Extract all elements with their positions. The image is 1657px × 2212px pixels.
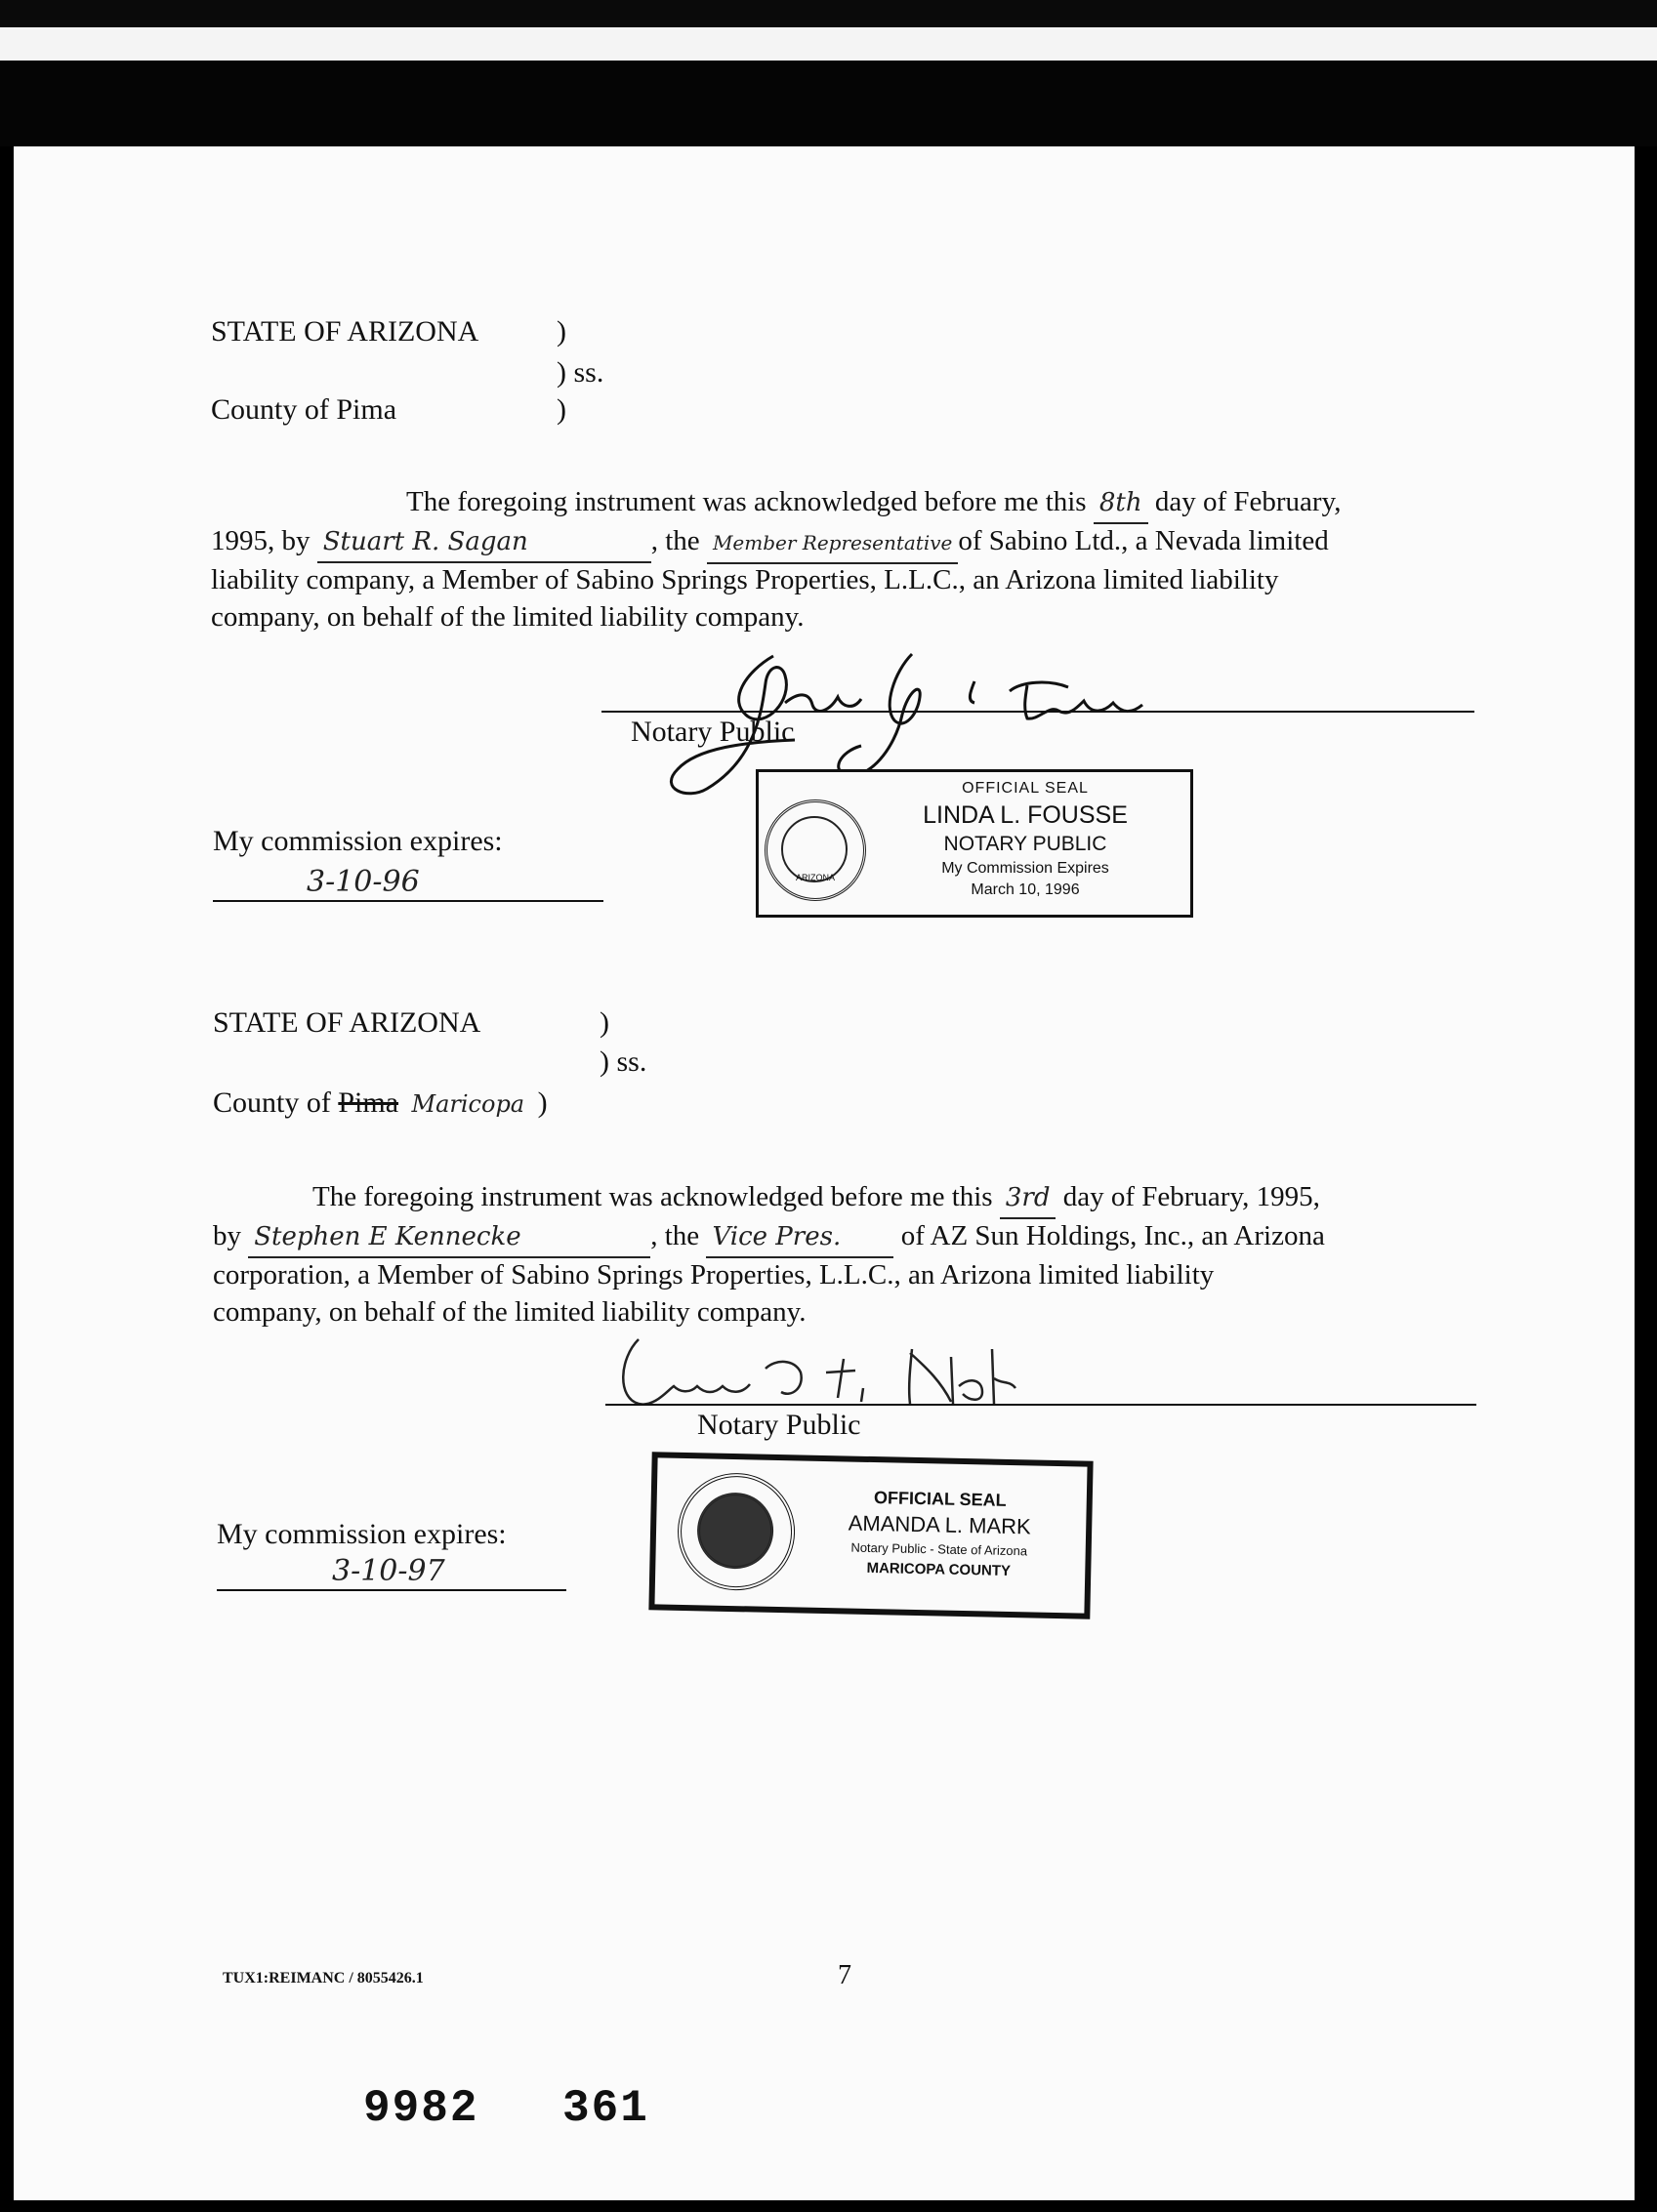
county-paren-2: ): [537, 1086, 548, 1119]
para1-line4: company, on behalf of the limited liability company.: [211, 601, 805, 633]
commission-date-1: 3-10-96: [307, 865, 420, 899]
recording-stamp-left: 9982: [363, 2083, 479, 2134]
handwritten-day-2: 3rd: [1000, 1178, 1056, 1219]
commission-label-2: My commission expires:: [217, 1518, 507, 1550]
document-page: [14, 146, 1635, 2200]
notary-label-2: Notary Public: [697, 1409, 861, 1441]
para2-line2: [213, 1216, 1325, 1258]
handwritten-name-1: Stuart R. Sagan: [317, 522, 651, 563]
recording-stamp-right: 361: [562, 2083, 649, 2134]
para1-the: , the: [650, 525, 700, 556]
county-label-1: County of Pima: [211, 393, 397, 426]
scan-dark-band: [0, 61, 1657, 146]
paren-1a: ): [557, 315, 566, 348]
para1-line1: [406, 482, 1341, 524]
commission-date-2: 3-10-97: [332, 1554, 445, 1588]
commission-line-1: [213, 900, 603, 902]
page-number: 7: [838, 1960, 851, 1990]
ss-label-1: ) ss.: [557, 356, 604, 389]
paren-2a: ): [600, 1006, 609, 1039]
state-label-1: STATE OF ARIZONA: [211, 315, 479, 348]
para1-year-by: 1995, by: [211, 525, 311, 556]
seal1-line3: NOTARY PUBLIC: [943, 833, 1107, 855]
scan-top-strip: [0, 27, 1657, 61]
notary-label-1: Notary Public: [631, 716, 795, 748]
state-label-2: STATE OF ARIZONA: [213, 1006, 481, 1039]
ss-label-2: ) ss.: [600, 1045, 647, 1078]
para2-the: , the: [650, 1220, 700, 1251]
handwritten-title-1: Member Representative: [707, 523, 958, 564]
para1-line2-rest: of Sabino Ltd., a Nevada limited: [958, 525, 1329, 556]
handwritten-day-1: 8th: [1094, 483, 1148, 524]
para2-month: day of February, 1995,: [1062, 1181, 1320, 1212]
seal2-line1: OFFICIAL SEAL: [873, 1488, 1007, 1510]
notary-seal-2: [648, 1452, 1093, 1618]
para2-line4: company, on behalf of the limited liability company.: [213, 1296, 807, 1328]
document-id: TUX1:REIMANC / 8055426.1: [223, 1970, 424, 1987]
seal2-line3: Notary Public - State of Arizona: [850, 1539, 1028, 1559]
para1-line3: liability company, a Member of Sabino Springs Properties, L.L.C., an Arizona limited liability: [211, 564, 1279, 595]
paren-1b: ): [557, 393, 566, 426]
para1-lead: The foregoing instrument was acknowledged before me this: [406, 486, 1087, 517]
seal2-line2: AMANDA L. MARK: [848, 1510, 1032, 1539]
notary-signature-line-1: [601, 711, 1474, 713]
seal-emblem-1: [765, 799, 866, 901]
seal1-line5: March 10, 1996: [971, 881, 1080, 898]
para2-line2-rest: of AZ Sun Holdings, Inc., an Arizona: [900, 1220, 1325, 1251]
seal-ring-text-1: ARIZONA: [795, 873, 835, 882]
commission-line-2: [217, 1589, 566, 1591]
county-line-2: [213, 1086, 548, 1122]
para1-month: day of February,: [1154, 486, 1342, 517]
seal1-line4: My Commission Expires: [941, 860, 1109, 877]
county-handwritten-2: Maricopa: [411, 1090, 525, 1118]
notary-signature-line-2: [605, 1404, 1476, 1406]
para1-line2: [211, 521, 1329, 564]
notary-seal-1: [756, 769, 1193, 918]
para2-lead: The foregoing instrument was acknowledged before me this: [312, 1181, 993, 1212]
handwritten-name-2: Stephen E Kennecke: [248, 1217, 650, 1258]
scan-top-border: [0, 0, 1657, 27]
county-struck-2: Pima: [338, 1086, 399, 1119]
para2-line1: [312, 1177, 1320, 1219]
seal1-line2: LINDA L. FOUSSE: [923, 801, 1128, 829]
para2-line3: corporation, a Member of Sabino Springs Properties, L.L.C., an Arizona limited liability: [213, 1259, 1215, 1290]
handwritten-title-2: Vice Pres.: [706, 1217, 893, 1258]
seal2-line4: MARICOPA COUNTY: [866, 1559, 1012, 1580]
county-prefix-2: County of: [213, 1086, 331, 1119]
seal-emblem-2: [677, 1472, 796, 1591]
seal1-line1: OFFICIAL SEAL: [962, 780, 1089, 797]
para2-by: by: [213, 1220, 241, 1251]
commission-label-1: My commission expires:: [213, 825, 503, 857]
